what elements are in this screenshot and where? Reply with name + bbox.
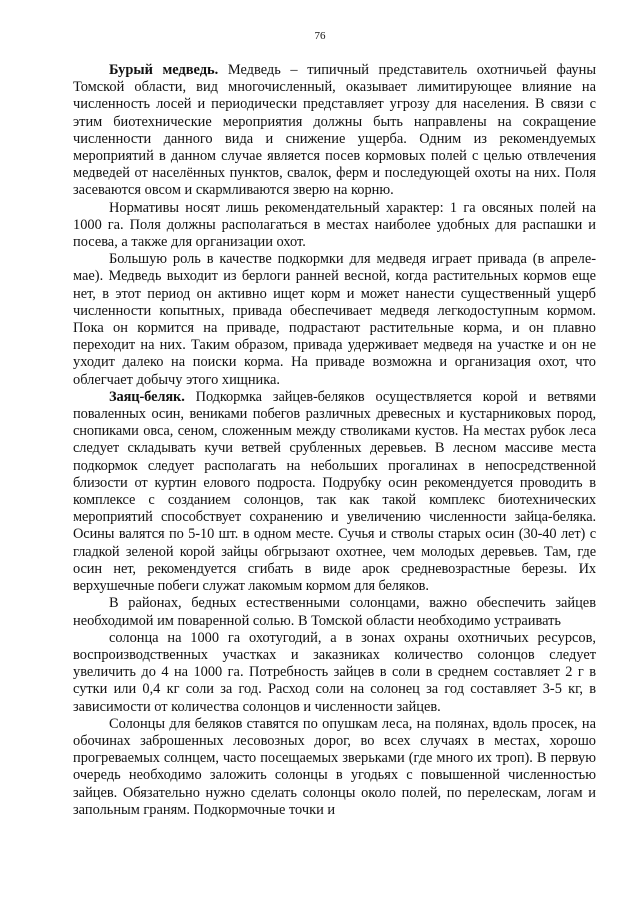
paragraph-hare [73, 389, 596, 595]
paragraph-salt-licks-placement: Солонцы для беляков ставятся по опушкам леса, на полянах, вдоль просек, на обочинах заброшенных лесовозных дорог, во всех случаях в местах, хорошо прогреваемых солнцем, часто посещаемых зверьками (где много их троп). В первую очередь необходимо заложить солонцы в угодьях с повышенной численностью зайцев. Обязательно нужно сделать солонцы около полей, по перелескам, логам и запольным граням. Подкормочные точки и [73, 715, 596, 818]
paragraph-salt-licks-count: солонца на 1000 га охотугодий, а в зонах охраны охотничьих ресурсов, воспроизводственных участках и заказниках количество солонцов следует увеличить до 4 на 1000 га. Потребность зайцев в соли в среднем составляет 2 г в сутки или 0,4 кг соли за год. Расход соли на солонец за год составляет 3-5 кг, в зависимости от количества солонцов и численности зайцев. [73, 629, 596, 715]
section-heading-brown-bear: Бурый медведь. [109, 62, 219, 78]
body-text [73, 62, 596, 819]
paragraph-text: Медведь – типичный представитель охотничьей фауны Томской области, вид многочисленный, оказывает лимитирующее влияние на численность лосей и периодически представляет угрозу для населения. В связи с этим биотехнические мероприятия должны быть направлены на сокращение численности данного вида и снижение ущерба. Одним из рекомендуемых мероприятий в данном случае является посев кормовых полей с целью отвлечения медведей от населённых пунктов, свалок, ферм и последующей охоты на них. Поля засеваются овсом и скармливаются зверю на корню. [73, 62, 596, 199]
page-number: 76 [314, 30, 326, 42]
section-heading-hare: Заяц-беляк. [109, 388, 185, 405]
paragraph-brown-bear [73, 62, 596, 200]
paragraph-norms: Нормативы носят лишь рекомендательный характер: 1 га овсяных полей на 1000 га. Поля должны располагаться в местах наиболее удобных для распашки и посева, а также для организации охот. [73, 199, 596, 251]
paragraph-salt-need: В районах, бедных естественными солонцами, важно обеспечить зайцев необходимой им поваренной солью. В Томской области необходимо устраивать [73, 595, 596, 629]
paragraph-bait: Большую роль в качестве подкормки для медведя играет привада (в апреле-мае). Медведь выходит из берлоги ранней весной, когда растительных кормов еще нет, в этот период он активно ищет корм и может нанести существенный ущерб численности копытных, привада обеспечивает медведя легкодоступным кормом. Пока он кормится на приваде, подрастают растительные корма, и он плавно переходит на них. Таким образом, привада удерживает медведя на участке и он не уходит далеко на поиски корма. На приваде возможна и организация охот, что облегчает добычу этого хищника. [73, 251, 596, 388]
paragraph-text: Подкормка зайцев-беляков осуществляется корой и ветвями поваленных осин, вениками побегов различных древесных и кустарниковых пород, снопиками овса, сеном, сложенным между стволиками кустов. На местах рубок леса следует складывать кучи ветвей срубленных деревьев. В лесном массиве места подкормок следует располагать на небольших прогалинах в непосредственной близости от куртин елового подроста. Подрубку осин рекомендуется проводить в комплексе с созданием солонцов, так как такой комплекс биотехнических мероприятий способствует сохранению и увеличению численности зайца-беляка. Осины валятся по 5-10 шт. в одном месте. Сучья и стволы старых осин (30-40 лет) с гладкой зеленой корой зайцы обгрызают охотнее, чем молодых деревьев. Там, где осин нет, рекомендуется сгибать в виде арок средневозрастные березы. Их верхушечные побеги служат лакомым кормом для беляков. [73, 388, 596, 595]
